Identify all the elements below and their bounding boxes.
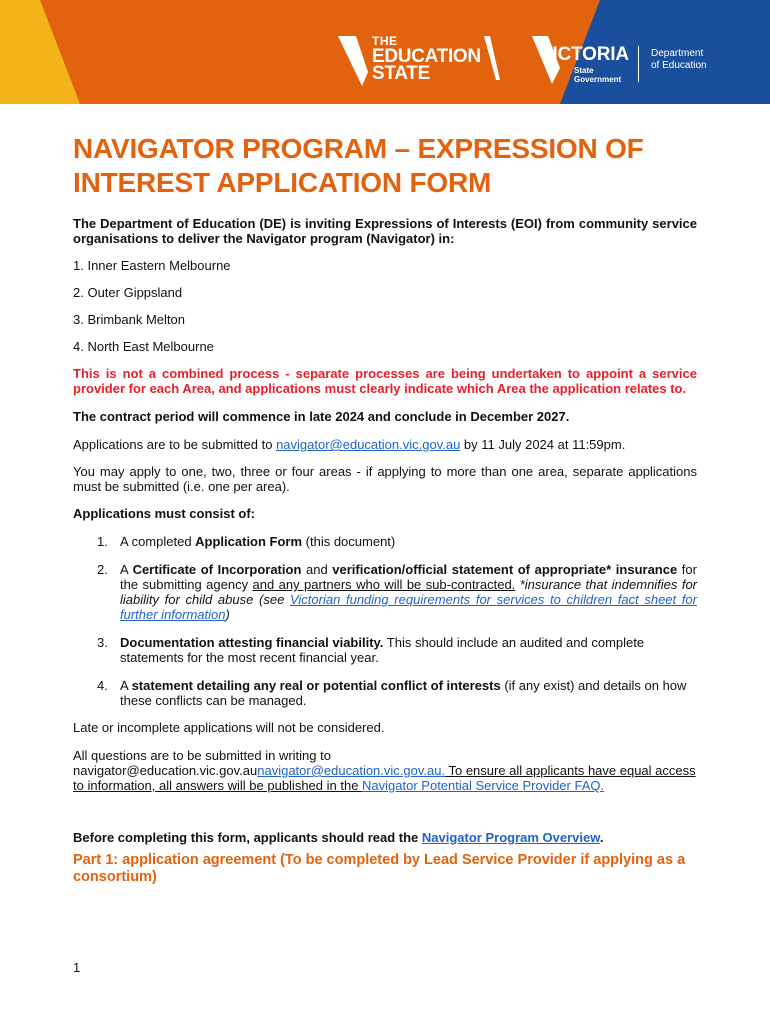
program-overview-link[interactable]: Navigator Program Overview	[421, 830, 600, 845]
submission-email-link[interactable]: navigator@education.vic.gov.au	[276, 437, 461, 452]
before-text: Before completing this form, applicants should read the	[73, 830, 422, 845]
logo-sg-line2: Government	[574, 75, 622, 84]
funding-requirements-link[interactable]: Victorian funding requirements for services to children fact sheet for further information	[120, 592, 697, 622]
logo-state-government	[574, 66, 634, 84]
area-item: 1. Inner Eastern Melbourne	[73, 258, 231, 273]
logo-divider	[638, 46, 639, 82]
header-banner	[0, 0, 770, 104]
item-text: A	[120, 562, 133, 577]
logo-the: THE	[372, 34, 398, 48]
questions-email-link[interactable]: navigator@education.vic.gov.au.	[257, 763, 446, 778]
item-text: A	[120, 678, 132, 693]
submission-pre: Applications are to be submitted to	[73, 437, 277, 452]
item-bold: Certificate of Incorporation	[132, 562, 302, 577]
dept-line1: Department	[651, 48, 704, 59]
item-text: (this document)	[302, 534, 396, 549]
item-text: This should include an audited and complete statements for the most recent financial year.	[120, 635, 645, 665]
separate-process-notice: This is not a combined process - separate processes are being undertaken to appoint a service provider for each Area, and applications must clearly indicate which Area the application relates to.	[73, 366, 697, 396]
item-bold: verification/official statement of appropriate* insurance	[332, 562, 678, 577]
item-italic: *insurance that indemnifies for liability for child abuse (see	[120, 577, 697, 607]
list-item	[73, 534, 697, 549]
before-text-end: .	[599, 830, 604, 845]
department-label	[651, 48, 731, 72]
document-body	[73, 132, 697, 886]
consist-heading: Applications must consist of:	[73, 506, 256, 521]
item-text: and	[301, 562, 333, 577]
list-number: 4.	[97, 678, 108, 693]
questions-paragraph	[73, 748, 697, 793]
part1-heading: Part 1: application agreement (To be completed by Lead Service Provider if applying as a consortium)	[73, 852, 686, 885]
list-item	[73, 678, 697, 708]
submission-details	[73, 437, 697, 452]
before-completing	[73, 830, 697, 845]
page-title: NAVIGATOR PROGRAM – EXPRESSION OF INTEREST APPLICATION FORM	[73, 133, 644, 198]
item-italic: )	[225, 607, 230, 622]
questions-text: All questions are to be submitted in writing to navigator@education.vic.gov.au	[73, 748, 331, 778]
area-item: 2. Outer Gippsland	[73, 285, 183, 300]
area-item: 3. Brimbank Melton	[73, 312, 185, 327]
late-applications: Late or incomplete applications will not be considered.	[73, 720, 385, 735]
item-underlined: and any partners who will be sub-contracted.	[252, 577, 516, 592]
questions-text-underlined: To ensure all applicants have equal access to information, all answers will be published in the	[73, 763, 696, 793]
item-text: A completed	[120, 534, 196, 549]
intro-paragraph: The Department of Education (DE) is inviting Expressions of Interests (EOI) from community service organisations to deliver the Navigator program (Navigator) in:	[73, 216, 697, 246]
submission-post: by 11 July 2024 at 11:59pm.	[460, 437, 626, 452]
logo-sg-line1: State	[574, 66, 594, 75]
list-number: 3.	[97, 635, 108, 650]
list-item	[73, 635, 697, 665]
apply-areas-paragraph: You may apply to one, two, three or four areas - if applying to more than one area, separate applications must be submitted (i.e. one per area).	[73, 464, 697, 494]
item-text: (if any exist) and details on how these conflicts can be managed.	[120, 678, 687, 708]
item-bold: statement detailing any real or potential conflict of interests	[131, 678, 501, 693]
logo-victoria: VICTORIA	[540, 44, 629, 65]
faq-link[interactable]: Navigator Potential Service Provider FAQ.	[362, 778, 605, 793]
requirements-list	[73, 534, 697, 708]
item-bold: Documentation attesting financial viability.	[120, 635, 384, 650]
logo-education: EDUCATION	[372, 46, 481, 67]
dept-line2: of Education	[651, 60, 707, 71]
list-number: 2.	[97, 562, 108, 577]
list-item	[73, 562, 697, 622]
item-bold: Application Form	[195, 534, 303, 549]
area-item: 4. North East Melbourne	[73, 339, 214, 354]
logo-state: STATE	[372, 63, 430, 84]
page-number: 1	[73, 960, 81, 975]
item-text: for the submitting agency	[120, 562, 697, 592]
list-number: 1.	[97, 534, 108, 549]
contract-period: The contract period will commence in late 2024 and conclude in December 2027.	[73, 409, 570, 424]
